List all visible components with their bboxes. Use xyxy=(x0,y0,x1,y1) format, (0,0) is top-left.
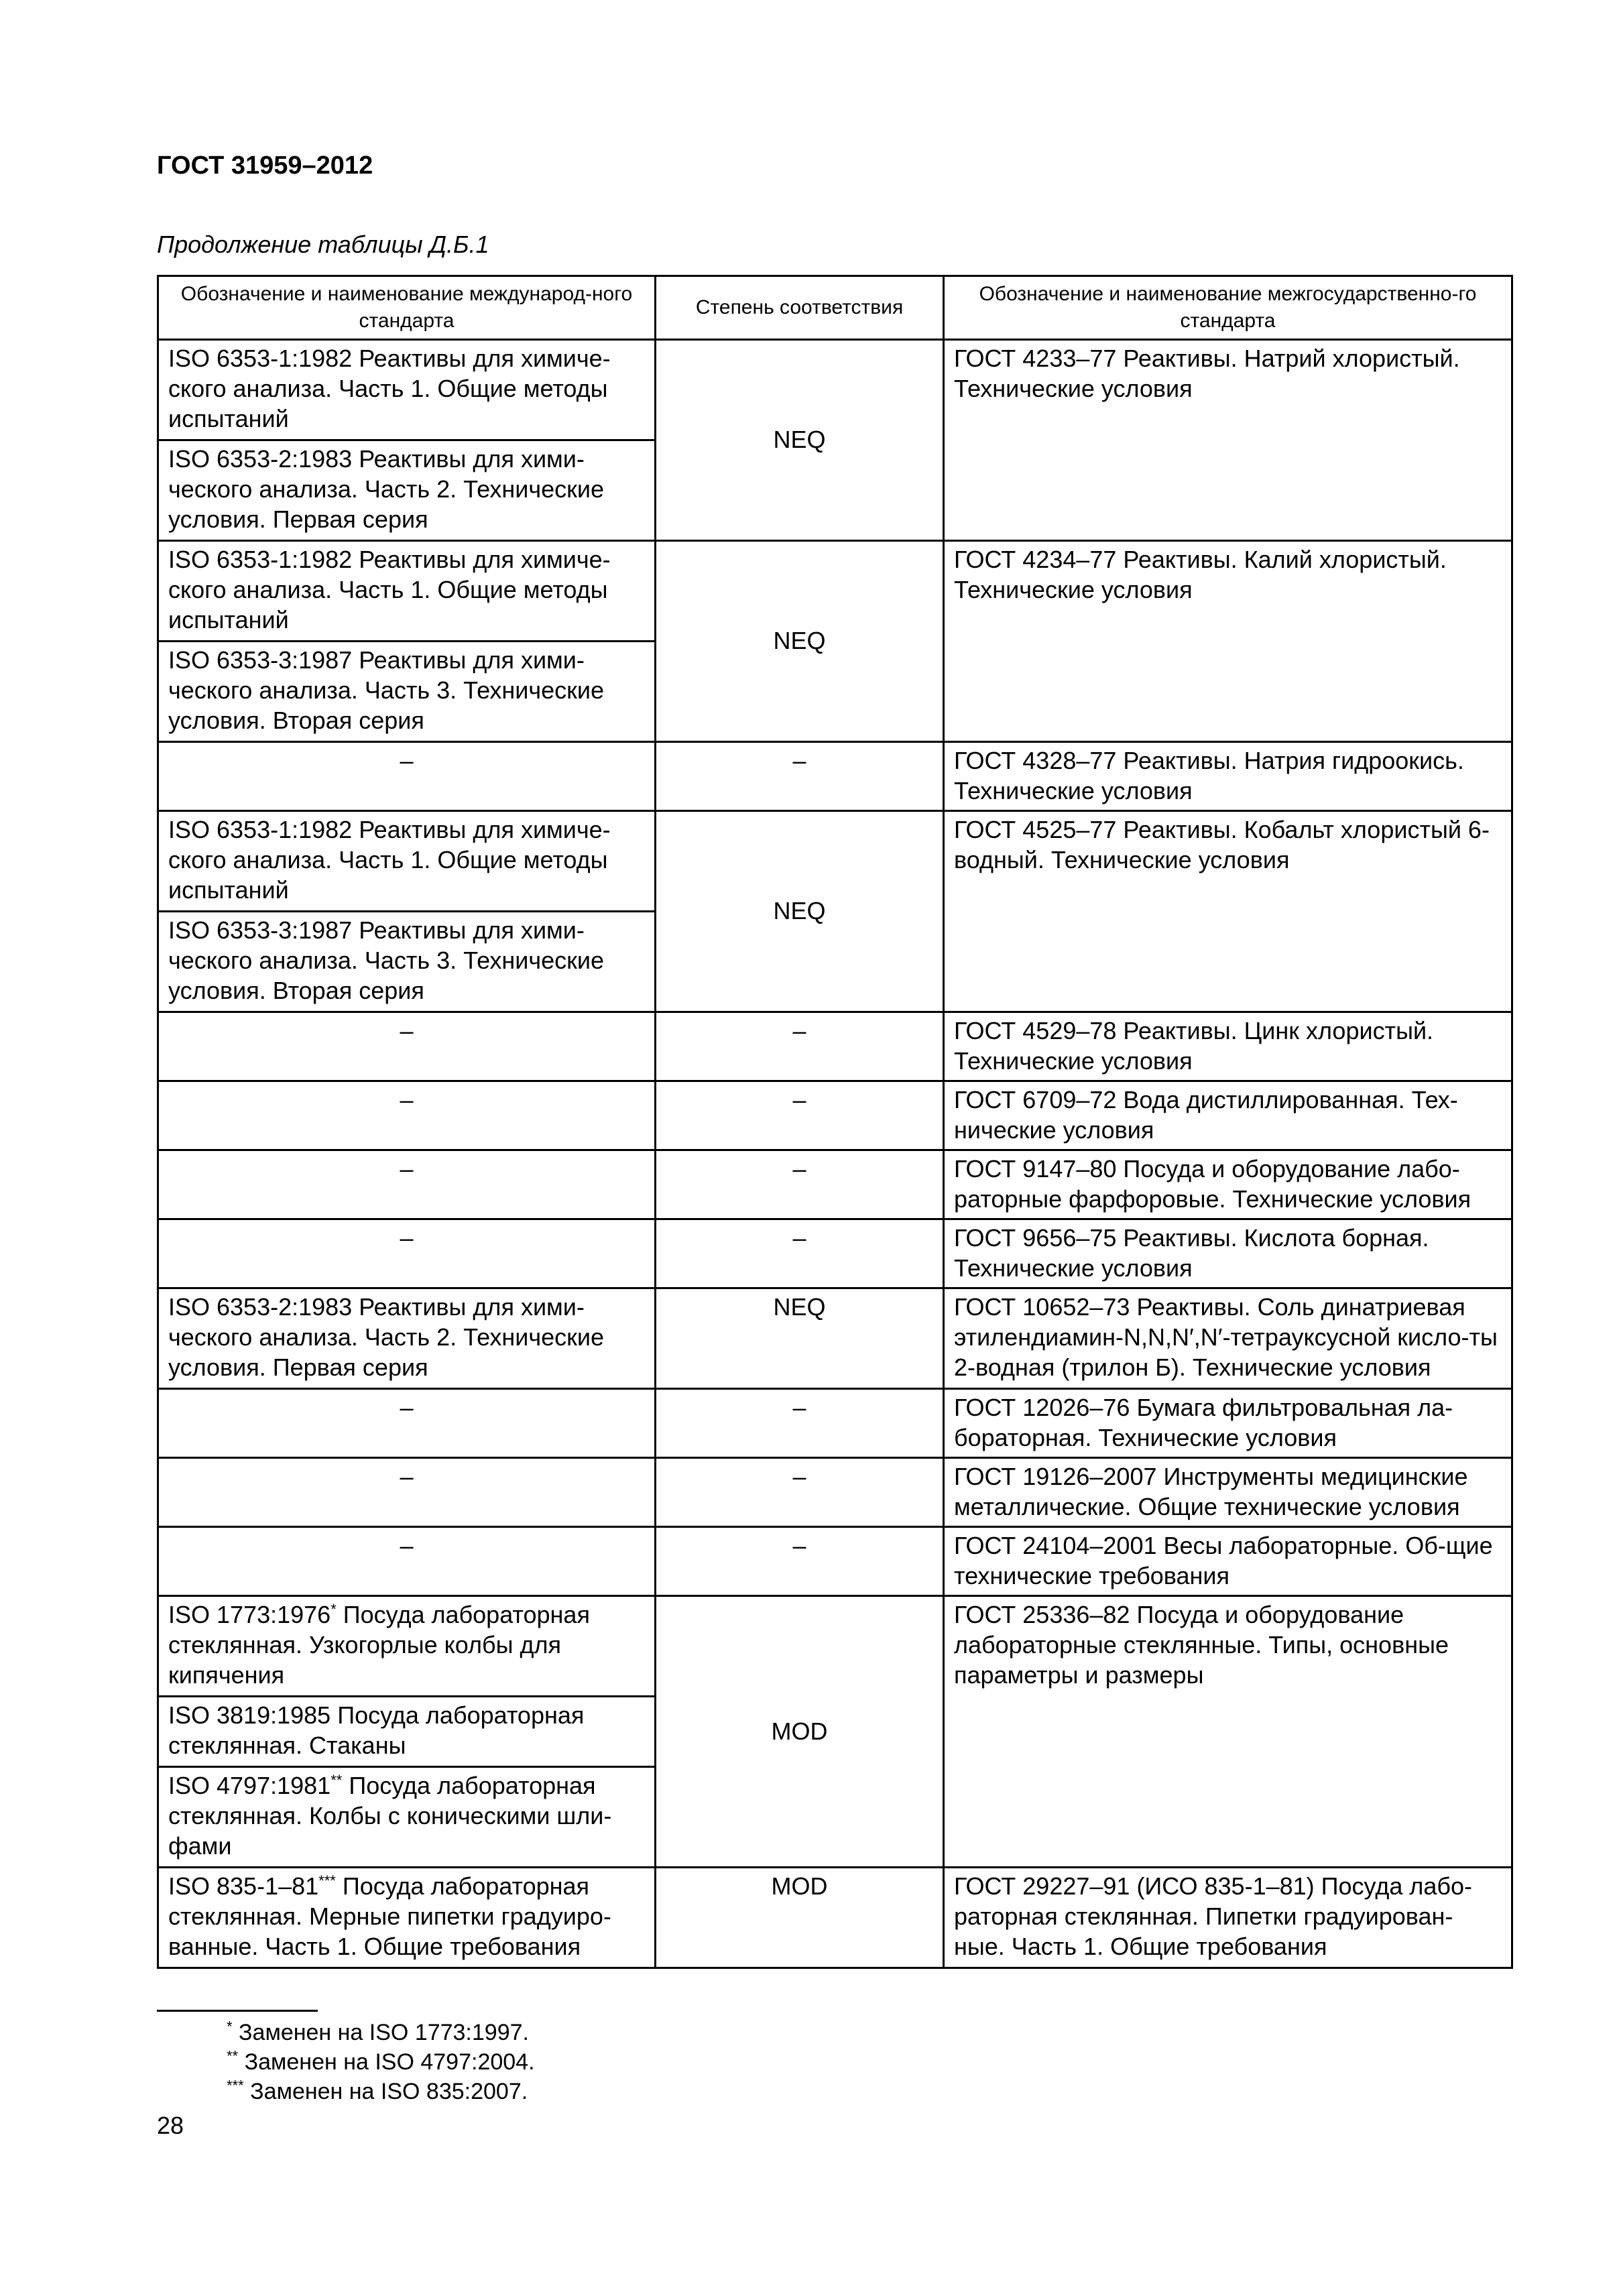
footnote-mark: * xyxy=(227,2018,233,2035)
document-code: ГОСТ 31959–2012 xyxy=(157,152,373,180)
footnote-separator xyxy=(157,2010,318,2012)
footnote-mark: * xyxy=(330,1601,337,1618)
degree-cell: – xyxy=(656,1012,944,1081)
intl-standard-cell: – xyxy=(158,1219,656,1288)
footnote-mark: ** xyxy=(330,1772,343,1789)
header-gost-standard: Обозначение и наименование межгосударственно-го стандарта xyxy=(944,276,1512,340)
table-row xyxy=(158,1596,1512,1697)
gost-standard-cell: ГОСТ 29227–91 (ИСО 835-1–81) Посуда лабо-раторная стеклянная. Пипетки градуирован-ные. Часть 1. Общие требования xyxy=(944,1868,1512,1968)
intl-standard-cell: ISO 6353-2:1983 Реактивы для хими-ческого анализа. Часть 2. Технические условия. Первая серия xyxy=(158,440,656,541)
table-row xyxy=(158,1868,1512,1968)
table-row xyxy=(158,1458,1512,1527)
table-row xyxy=(158,1012,1512,1081)
table-caption: Продолжение таблицы Д.Б.1 xyxy=(157,231,489,258)
intl-code: ISO 4797:1981 xyxy=(168,1772,331,1799)
intl-standard-cell: ISO 6353-3:1987 Реактивы для хими-ческого анализа. Часть 3. Технические условия. Вторая серия xyxy=(158,912,656,1012)
gost-standard-cell: ГОСТ 4529–78 Реактивы. Цинк хлористый. Технические условия xyxy=(944,1012,1512,1081)
intl-standard-cell: ISO 6353-3:1987 Реактивы для хими-ческого анализа. Часть 3. Технические условия. Вторая серия xyxy=(158,642,656,742)
header-degree: Степень соответствия xyxy=(656,276,944,340)
footnote xyxy=(227,2018,535,2047)
footnote xyxy=(227,2077,535,2106)
footnote-text: Заменен на ISO 4797:2004. xyxy=(238,2049,535,2075)
intl-standard-cell: – xyxy=(158,1012,656,1081)
degree-cell: – xyxy=(656,1458,944,1527)
intl-standard-cell: – xyxy=(158,742,656,811)
table-row xyxy=(158,1081,1512,1150)
intl-standard-cell: – xyxy=(158,1081,656,1150)
intl-code: ISO 835-1–81 xyxy=(168,1872,319,1900)
gost-standard-cell: ГОСТ 4525–77 Реактивы. Кобальт хлористый 6-водный. Технические условия xyxy=(944,811,1512,1012)
degree-cell: MOD xyxy=(656,1596,944,1868)
degree-cell: – xyxy=(656,1081,944,1150)
gost-standard-cell: ГОСТ 4234–77 Реактивы. Калий хлористый. Технические условия xyxy=(944,541,1512,742)
page-number: 28 xyxy=(157,2112,184,2139)
standards-table xyxy=(157,275,1513,1969)
table-row xyxy=(158,742,1512,811)
degree-cell: NEQ xyxy=(656,340,944,541)
degree-cell: – xyxy=(656,1219,944,1288)
header-intl-standard: Обозначение и наименование международ-ного стандарта xyxy=(158,276,656,340)
gost-standard-cell: ГОСТ 25336–82 Посуда и оборудование лабораторные стеклянные. Типы, основные параметры и размеры xyxy=(944,1596,1512,1868)
degree-cell: NEQ xyxy=(656,541,944,742)
gost-standard-cell: ГОСТ 9656–75 Реактивы. Кислота борная. Технические условия xyxy=(944,1219,1512,1288)
intl-standard-cell: – xyxy=(158,1150,656,1219)
intl-standard-cell xyxy=(158,1596,656,1697)
table-row xyxy=(158,811,1512,912)
degree-cell: – xyxy=(656,742,944,811)
gost-standard-cell: ГОСТ 4328–77 Реактивы. Натрия гидроокись. Технические условия xyxy=(944,742,1512,811)
intl-standard-cell: ISO 3819:1985 Посуда лабораторная стеклянная. Стаканы xyxy=(158,1697,656,1767)
gost-standard-cell: ГОСТ 10652–73 Реактивы. Соль динатриевая этилендиамин-N,N,N′,N′-тетрауксусной кисло-ты 2-водная (трилон Б). Технические условия xyxy=(944,1288,1512,1389)
intl-standard-cell: – xyxy=(158,1389,656,1458)
gost-standard-cell: ГОСТ 24104–2001 Весы лабораторные. Об-щие технические требования xyxy=(944,1527,1512,1596)
intl-title: Посуда лабораторная стеклянная. Узкогорлые колбы для кипячения xyxy=(168,1601,590,1689)
intl-standard-cell: ISO 6353-1:1982 Реактивы для химиче-ского анализа. Часть 1. Общие методы испытаний xyxy=(158,340,656,440)
table-header-row xyxy=(158,276,1512,340)
intl-standard-cell xyxy=(158,1868,656,1968)
intl-standard-cell: – xyxy=(158,1458,656,1527)
table-row xyxy=(158,340,1512,440)
gost-standard-cell: ГОСТ 4233–77 Реактивы. Натрий хлористый. Технические условия xyxy=(944,340,1512,541)
table-row xyxy=(158,1288,1512,1389)
footnotes xyxy=(227,2018,535,2106)
intl-standard-cell: ISO 6353-2:1983 Реактивы для хими-ческого анализа. Часть 2. Технические условия. Первая серия xyxy=(158,1288,656,1389)
intl-standard-cell xyxy=(158,1767,656,1868)
intl-title: Посуда лабораторная стеклянная. Колбы с коническими шли-фами xyxy=(168,1772,612,1860)
footnote xyxy=(227,2047,535,2077)
table-row xyxy=(158,1219,1512,1288)
table-row xyxy=(158,1150,1512,1219)
gost-standard-cell: ГОСТ 12026–76 Бумага фильтровальная ла-бораторная. Технические условия xyxy=(944,1389,1512,1458)
gost-standard-cell: ГОСТ 6709–72 Вода дистиллированная. Тех-нические условия xyxy=(944,1081,1512,1150)
intl-standard-cell: – xyxy=(158,1527,656,1596)
degree-cell: MOD xyxy=(656,1868,944,1968)
table-row xyxy=(158,1389,1512,1458)
footnote-mark: *** xyxy=(318,1872,336,1889)
degree-cell: NEQ xyxy=(656,1288,944,1389)
degree-cell: – xyxy=(656,1389,944,1458)
footnote-mark: ** xyxy=(227,2047,239,2065)
degree-cell: NEQ xyxy=(656,811,944,1012)
degree-cell: – xyxy=(656,1527,944,1596)
degree-cell: – xyxy=(656,1150,944,1219)
intl-standard-cell: ISO 6353-1:1982 Реактивы для химиче-ского анализа. Часть 1. Общие методы испытаний xyxy=(158,811,656,912)
intl-code: ISO 1773:1976 xyxy=(168,1601,331,1628)
footnote-text: Заменен на ISO 1773:1997. xyxy=(232,2020,529,2045)
table-row xyxy=(158,541,1512,642)
footnote-mark: *** xyxy=(227,2077,244,2094)
table-row xyxy=(158,1527,1512,1596)
gost-standard-cell: ГОСТ 19126–2007 Инструменты медицинские металлические. Общие технические условия xyxy=(944,1458,1512,1527)
intl-title: Посуда лабораторная стеклянная. Мерные пипетки градуиро-ванные. Часть 1. Общие требования xyxy=(168,1872,611,1960)
footnote-text: Заменен на ISO 835:2007. xyxy=(243,2079,528,2104)
gost-standard-cell: ГОСТ 9147–80 Посуда и оборудование лабо-раторные фарфоровые. Технические условия xyxy=(944,1150,1512,1219)
intl-standard-cell: ISO 6353-1:1982 Реактивы для химиче-ского анализа. Часть 1. Общие методы испытаний xyxy=(158,541,656,642)
